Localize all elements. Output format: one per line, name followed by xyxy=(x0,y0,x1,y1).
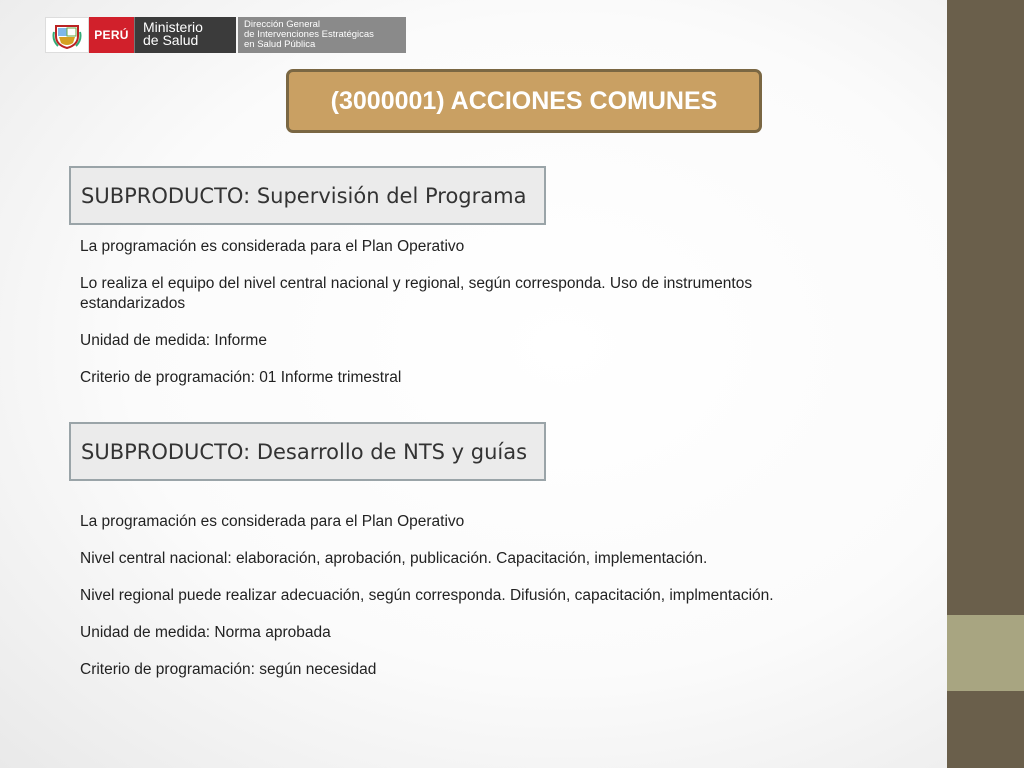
body-item: Nivel regional puede realizar adecuación, según corresponda. Difusión, capacitación, implmentación. xyxy=(80,587,774,604)
coat-of-arms-icon xyxy=(45,17,89,53)
ministry-line-1: Ministerio xyxy=(143,19,203,35)
directorate-line-3: en Salud Pública xyxy=(244,39,316,50)
page-title: (3000001) ACCIONES COMUNES xyxy=(286,69,762,133)
directorate-line-2: de Intervenciones Estratégicas xyxy=(244,29,374,40)
body-item: La programación es considerada para el Plan Operativo xyxy=(80,513,465,530)
directorate-label xyxy=(238,17,406,53)
section-heading-supervision: SUBPRODUCTO: Supervisión del Programa xyxy=(69,166,546,225)
body-item: Nivel central nacional: elaboración, aprobación, publicación. Capacitación, implementación. xyxy=(80,550,708,567)
section-body-supervision xyxy=(80,237,830,405)
body-item: Unidad de medida: Informe xyxy=(80,332,267,349)
header-logo xyxy=(45,17,406,53)
country-label: PERÚ xyxy=(89,17,134,53)
ministry-label xyxy=(134,17,236,53)
sidebar-accent xyxy=(947,615,1024,691)
directorate-line-1: Dirección General xyxy=(244,19,321,30)
body-item: Lo realiza el equipo del nivel central nacional y regional, según corresponda. Uso de instrumentos estandarizados xyxy=(80,275,753,312)
section-heading-nts: SUBPRODUCTO: Desarrollo de NTS y guías xyxy=(69,422,546,481)
body-item: Criterio de programación: 01 Informe trimestral xyxy=(80,369,402,386)
body-item: Criterio de programación: según necesidad xyxy=(80,661,377,678)
section-body-nts xyxy=(80,512,830,697)
body-item: Unidad de medida: Norma aprobada xyxy=(80,624,331,641)
body-item: La programación es considerada para el Plan Operativo xyxy=(80,238,465,255)
ministry-line-2: de Salud xyxy=(143,32,199,48)
